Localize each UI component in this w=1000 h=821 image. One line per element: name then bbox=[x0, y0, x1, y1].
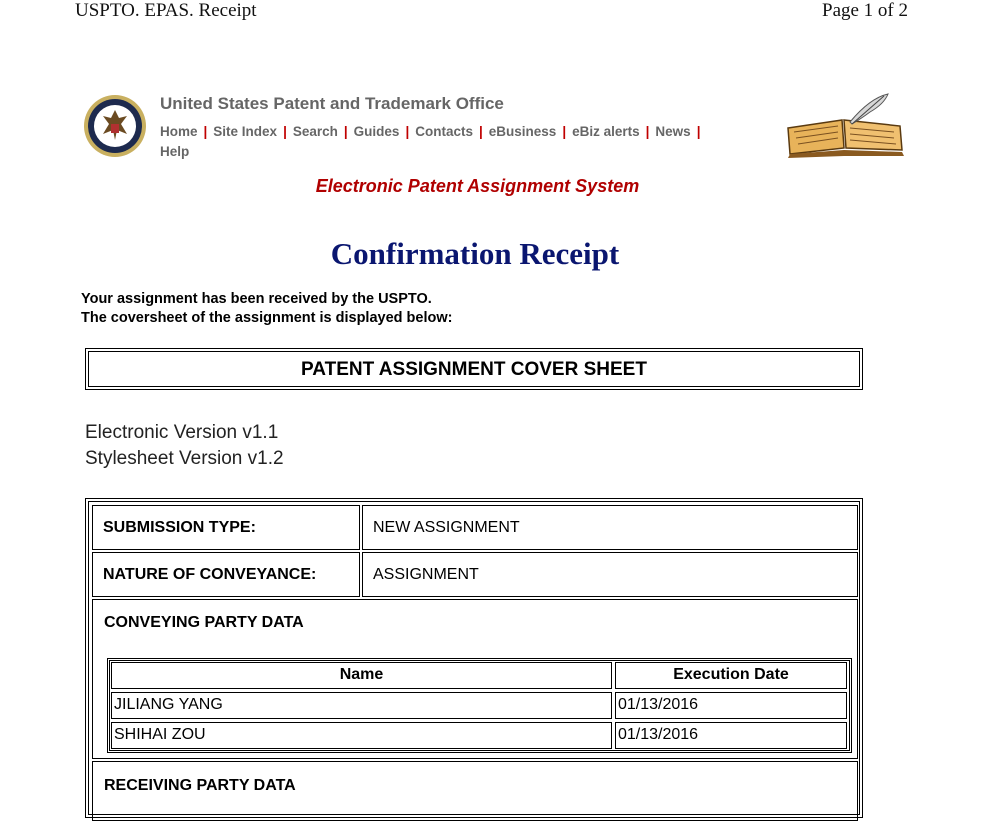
page-title: Confirmation Receipt bbox=[330, 236, 620, 271]
nature-of-conveyance-value: ASSIGNMENT bbox=[362, 552, 858, 597]
cover-sheet-table bbox=[85, 498, 863, 818]
message-line-1: Your assignment has been received by the USPTO. bbox=[81, 291, 432, 307]
party-name-1: JILIANG YANG bbox=[111, 692, 612, 719]
nav-site-index[interactable]: Site Index bbox=[213, 124, 278, 139]
page-number: Page 1 of 2 bbox=[822, 0, 909, 21]
submission-type-label: SUBMISSION TYPE: bbox=[92, 505, 360, 550]
receiving-party-section bbox=[92, 761, 858, 821]
nature-of-conveyance-label: NATURE OF CONVEYANCE: bbox=[92, 552, 360, 597]
receiving-party-title: RECEIVING PARTY DATA bbox=[104, 777, 296, 794]
uspto-seal-icon[interactable] bbox=[83, 94, 147, 158]
conveying-party-table bbox=[107, 658, 852, 753]
nav-home[interactable]: Home bbox=[160, 124, 198, 139]
electronic-version: Electronic Version v1.1 bbox=[85, 422, 279, 443]
nav-help[interactable]: Help bbox=[160, 144, 190, 159]
open-book-quill-icon bbox=[780, 90, 910, 160]
party-date-1: 01/13/2016 bbox=[615, 692, 847, 719]
conveying-party-title: CONVEYING PARTY DATA bbox=[104, 614, 304, 631]
page-header-title: USPTO. EPAS. Receipt bbox=[75, 0, 257, 21]
nav-ebiz-alerts[interactable]: eBiz alerts bbox=[572, 124, 640, 139]
conveying-party-section bbox=[92, 599, 858, 759]
column-header-name: Name bbox=[111, 662, 612, 689]
version-info bbox=[85, 420, 284, 472]
system-name: Electronic Patent Assignment System bbox=[315, 176, 640, 196]
nav-contacts[interactable]: Contacts bbox=[415, 124, 473, 139]
party-name-2: SHIHAI ZOU bbox=[111, 722, 612, 749]
submission-type-value: NEW ASSIGNMENT bbox=[362, 505, 858, 550]
nav-guides[interactable]: Guides bbox=[353, 124, 400, 139]
confirmation-message bbox=[81, 290, 452, 328]
nav-ebusiness[interactable]: eBusiness bbox=[488, 124, 557, 139]
site-nav: Home | Site Index | Search | Guides | Contacts | eBusiness | eBiz alerts | News | Help bbox=[160, 124, 701, 159]
column-header-execution-date: Execution Date bbox=[615, 662, 847, 689]
org-name: United States Patent and Trademark Office bbox=[160, 94, 504, 113]
nav-news[interactable]: News bbox=[655, 124, 691, 139]
nav-search[interactable]: Search bbox=[292, 124, 338, 139]
stylesheet-version: Stylesheet Version v1.2 bbox=[85, 448, 284, 469]
message-line-2: The coversheet of the assignment is displayed below: bbox=[81, 310, 453, 326]
cover-sheet-heading-box bbox=[85, 348, 863, 390]
cover-sheet-heading: PATENT ASSIGNMENT COVER SHEET bbox=[301, 359, 647, 380]
party-date-2: 01/13/2016 bbox=[615, 722, 847, 749]
